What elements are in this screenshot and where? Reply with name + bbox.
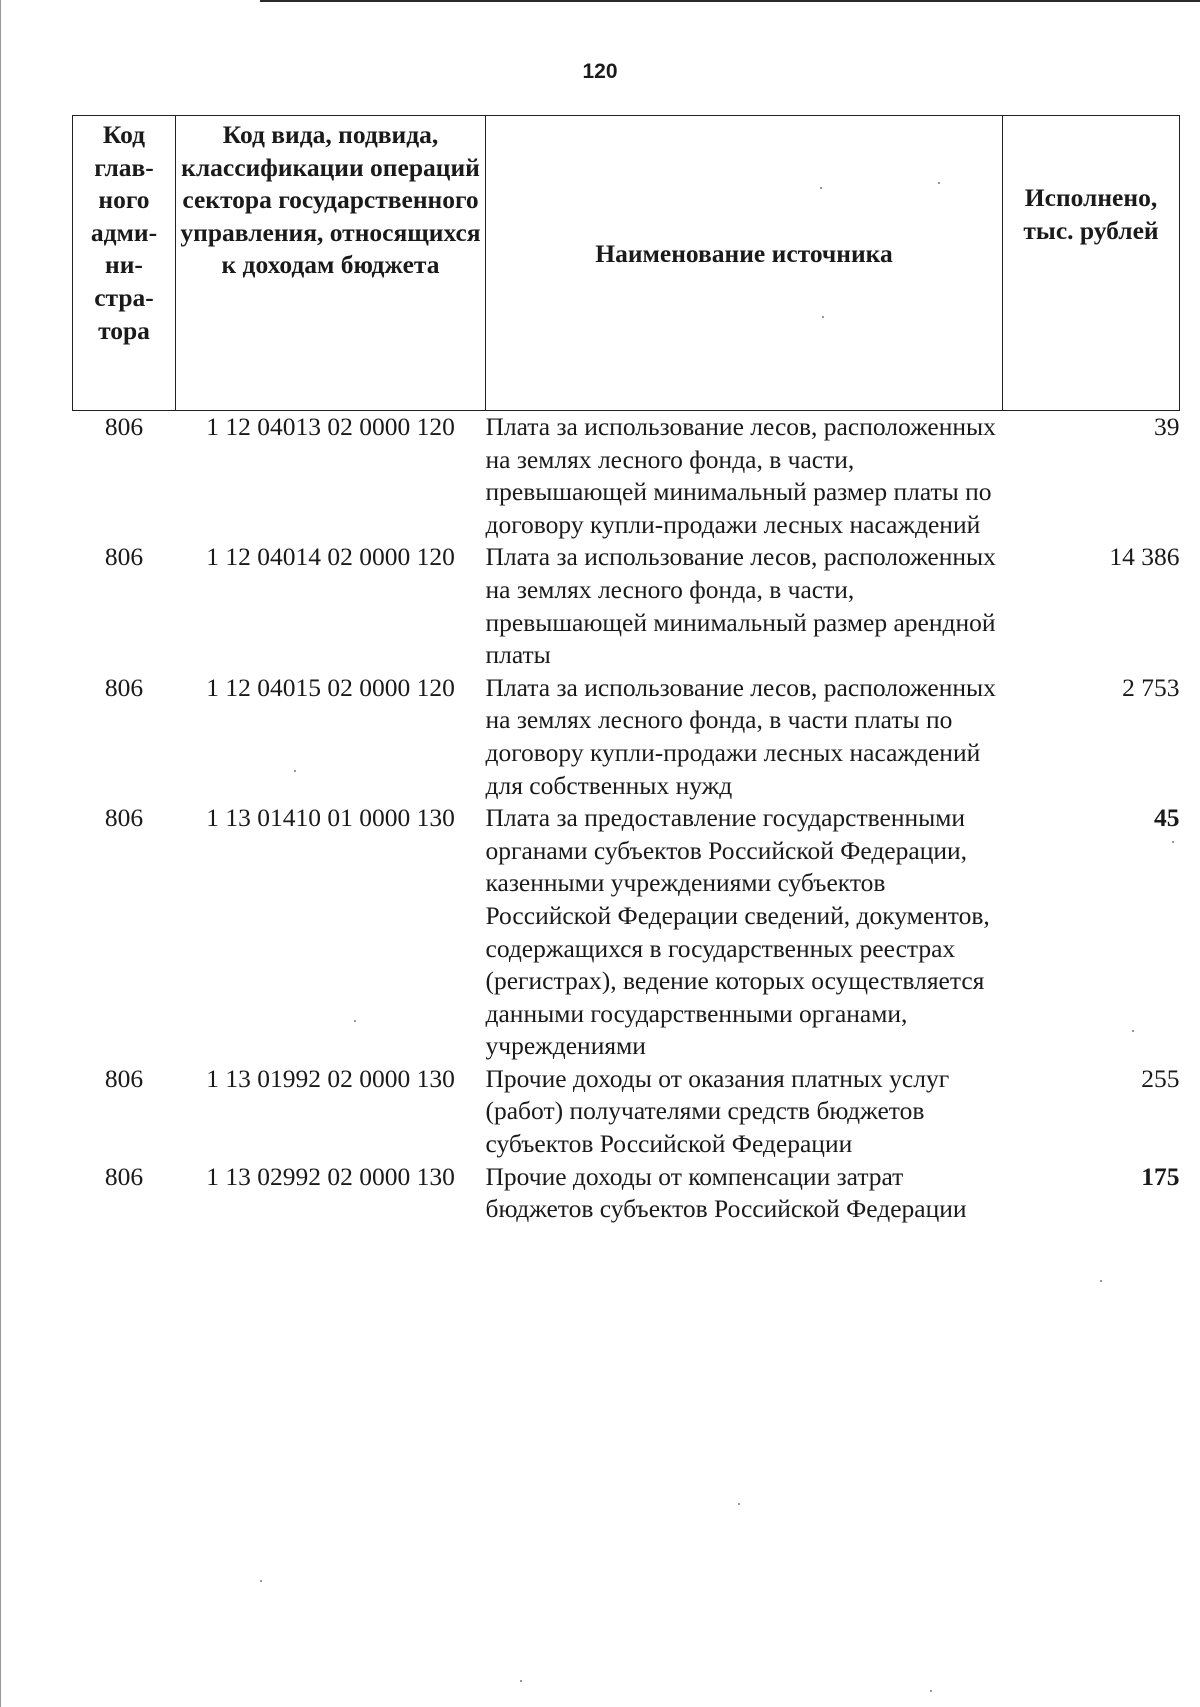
page-number: 120 — [582, 60, 618, 83]
cell-source-name: Плата за использование лесов, расположенных на землях лесного фонда, в части, превышающей минимальный размер платы по договору купли-продажи лесных насаждений — [485, 412, 996, 539]
cell-classification-code: 1 13 02992 02 0000 130 — [206, 1161, 455, 1191]
table-row — [73, 541, 1180, 671]
scan-speck — [354, 1020, 356, 1022]
scan-speck — [294, 770, 296, 772]
cell-source-name: Плата за предоставление государственными органами субъектов Российской Федерации, казенными учреждениями субъектов Российской Федерации сведений, документов, содержащихся в государственных реестрах (регистрах), ведение которых осуществляется данными государственными органами, учреждениями — [485, 803, 990, 1061]
cell-classification-code: 1 13 01410 01 0000 130 — [206, 803, 455, 833]
scan-left-edge — [0, 0, 1, 1707]
scan-speck — [1172, 841, 1174, 843]
cell-executed-amount: 2 753 — [1122, 672, 1180, 702]
scan-speck — [260, 1580, 262, 1582]
scan-speck — [738, 1503, 740, 1505]
table-header-row — [73, 116, 1180, 411]
cell-executed-amount: 255 — [1141, 1063, 1180, 1093]
scan-speck — [520, 1680, 522, 1682]
cell-source-name: Плата за использование лесов, расположенных на землях лесного фонда, в части платы по договору купли-продажи лесных насаждений для собственных нужд — [485, 672, 996, 800]
header-executed: Исполнено, тыс. рублей — [1003, 116, 1180, 411]
header-classification-code: Код вида, подвида, классификации операций сектора государственного управления, относящихся к доходам бюджета — [176, 116, 486, 411]
cell-admin-code: 806 — [104, 803, 144, 833]
table-row — [73, 1161, 1180, 1226]
cell-classification-code: 1 12 04015 02 0000 120 — [206, 672, 455, 702]
scan-speck — [822, 316, 824, 318]
cell-executed-amount: 39 — [1154, 412, 1180, 441]
scan-speck — [938, 182, 940, 184]
header-admin-code: Код глав-ного адми-ни-стра-тора — [73, 116, 176, 411]
cell-classification-code: 1 12 04013 02 0000 120 — [206, 412, 455, 441]
cell-admin-code: 806 — [104, 542, 144, 572]
table-row — [73, 672, 1180, 802]
header-source-name: Наименование источника — [486, 116, 1003, 411]
cell-executed-amount: 45 — [1154, 803, 1180, 833]
scan-speck — [930, 1690, 932, 1692]
cell-classification-code: 1 13 01992 02 0000 130 — [206, 1063, 455, 1093]
cell-source-name: Плата за использование лесов, расположенных на землях лесного фонда, в части, превышающей минимальный размер арендной платы — [485, 542, 996, 670]
cell-classification-code: 1 12 04014 02 0000 120 — [206, 542, 455, 572]
cell-admin-code: 806 — [104, 412, 144, 441]
revenue-sources-table — [72, 115, 1180, 1226]
cell-admin-code: 806 — [104, 672, 144, 702]
table-row — [73, 411, 1180, 542]
cell-source-name: Прочие доходы от компенсации затрат бюджетов субъектов Российской Федерации — [485, 1161, 967, 1224]
scan-speck — [1100, 1280, 1102, 1282]
scan-speck — [1132, 1030, 1134, 1032]
cell-admin-code: 806 — [104, 1063, 144, 1093]
table-row — [73, 802, 1180, 1063]
top-rule — [260, 0, 1200, 2]
cell-source-name: Прочие доходы от оказания платных услуг (работ) получателями средств бюджетов субъектов Российской Федерации — [485, 1063, 950, 1159]
scan-speck — [820, 187, 822, 189]
cell-admin-code: 806 — [104, 1161, 144, 1191]
cell-executed-amount: 175 — [1141, 1161, 1180, 1191]
table-body — [73, 411, 1180, 1226]
table-row — [73, 1063, 1180, 1161]
cell-executed-amount: 14 386 — [1109, 542, 1180, 572]
